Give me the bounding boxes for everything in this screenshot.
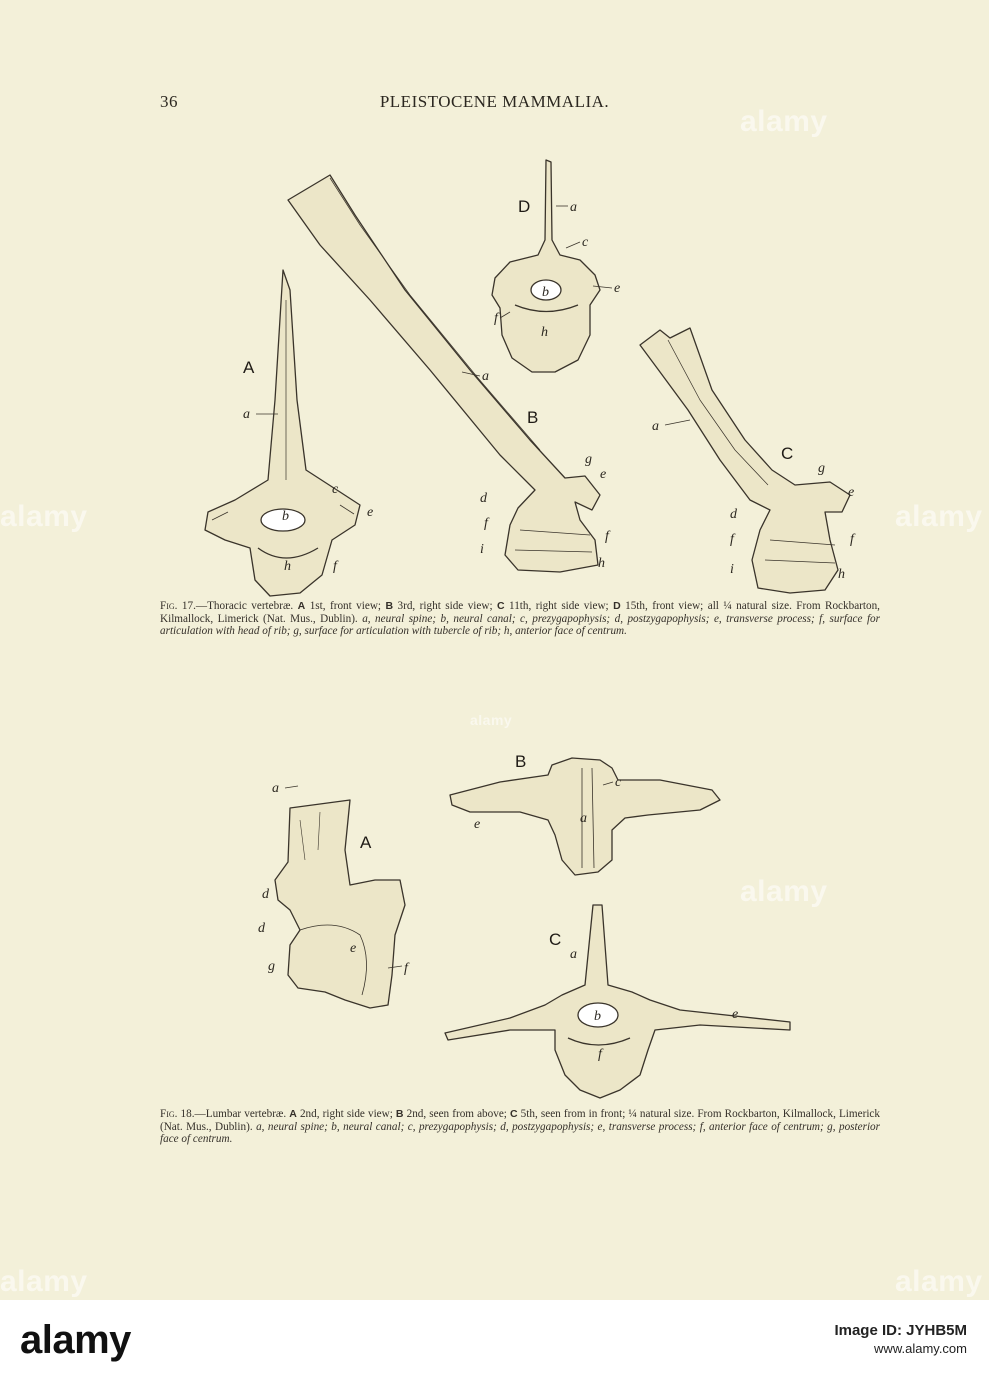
fig18-panel-c-label: C <box>549 930 562 949</box>
fig17-c-letter-e: e <box>848 485 855 500</box>
watermark: alamy <box>895 1265 983 1298</box>
fig18-c-letter-e: e <box>732 1007 739 1022</box>
watermark: alamy <box>0 500 88 533</box>
page-number: 36 <box>160 92 178 111</box>
fig17-d-letter-h: h <box>541 325 548 340</box>
fig17-a-letter-c: c <box>332 482 339 497</box>
fig17-desc-c: 11th, right side view; <box>504 600 614 612</box>
fig18-c-letter-b: b <box>594 1009 601 1024</box>
figure-17-caption <box>160 600 880 638</box>
fig18-vertebra-a-drawing <box>275 800 405 1008</box>
fig18-b-letter-c: c <box>615 775 622 790</box>
fig18-a-letter-d2: d <box>258 921 265 936</box>
fig18-key-a: A <box>289 1108 297 1120</box>
fig17-a-letter-e: e <box>367 505 374 520</box>
fig17-a-letter-h: h <box>284 559 291 574</box>
fig17-b-letter-a: a <box>482 369 489 384</box>
fig17-c-letter-f1: f <box>730 532 734 547</box>
watermark: alamy <box>740 105 828 138</box>
fig17-vertebra-d-drawing <box>492 160 600 372</box>
fig18-a-letter-a: a <box>272 781 279 796</box>
fig17-title: —Thoracic vertebræ. <box>195 600 294 612</box>
fig17-a-letter-f: f <box>333 559 337 574</box>
watermark-center: alamy <box>470 712 513 728</box>
fig18-a-letter-e: e <box>350 941 357 956</box>
fig17-c-letter-d: d <box>730 507 737 522</box>
fig18-c-letter-a: a <box>570 947 577 962</box>
watermark: alamy <box>740 875 828 908</box>
fig17-desc-d: 15th, front view; all ¼ natural size. From Rockbarton, Kilmallock, Limerick (Nat. Mus., Dublin). <box>160 600 880 625</box>
fig17-d-letter-f: f <box>494 311 498 326</box>
fig17-key-a: A <box>297 600 306 612</box>
fig17-c-letter-h: h <box>838 567 845 582</box>
fig18-vertebra-c-drawing <box>445 905 790 1098</box>
fig18-b-letter-e: e <box>474 817 481 832</box>
fig17-d-letter-e: e <box>614 281 621 296</box>
fig18-key-c: C <box>510 1108 518 1120</box>
fig17-b-letter-d: d <box>480 491 487 506</box>
fig17-b-letter-e: e <box>600 467 607 482</box>
fig18-desc-a: 2nd, right side view; <box>296 1108 396 1120</box>
fig18-a-letter-d: d <box>262 887 269 902</box>
fig17-vertebra-a-drawing <box>205 270 360 596</box>
fig18-c-letter-f: f <box>598 1047 602 1062</box>
fig17-c-letter-f2: f <box>850 532 854 547</box>
figure-18-caption <box>160 1108 880 1146</box>
fig17-b-letter-f2: f <box>605 529 609 544</box>
fig17-a-letter-a: a <box>243 407 250 422</box>
fig17-desc-a: 1st, front view; <box>305 600 386 612</box>
fig17-a-letter-b: b <box>282 509 289 524</box>
fig18-a-letter-g: g <box>268 959 275 974</box>
watermark: alamy <box>895 500 983 533</box>
fig18-title: —Lumbar vertebræ. <box>194 1108 287 1120</box>
fig17-d-letter-b: b <box>542 285 549 300</box>
fig17-desc-b: 3rd, right side view; <box>393 600 497 612</box>
footer-meta <box>834 1322 967 1358</box>
fig17-b-letter-g: g <box>585 452 592 467</box>
alamy-logo: alamy <box>20 1318 131 1362</box>
fig18-legend: a, neural spine; b, neural canal; c, prezygapophysis; d, postzygapophysis; e, transverse process; f, anterior face of centrum; g, posterior face of centrum. <box>160 1120 880 1146</box>
fig18-key-b: B <box>395 1108 404 1120</box>
fig17-c-letter-i: i <box>730 562 734 577</box>
fig18-panel-b-label: B <box>515 752 527 771</box>
fig17-c-letter-g: g <box>818 461 825 476</box>
fig17-b-letter-h: h <box>598 556 605 571</box>
fig17-legend: a, neural spine; b, neural canal; c, prezygapophysis; d, postzygapophysis; e, transverse process; f, surface for articulation with head of rib; g, surface for articulation with tubercle of rib; h, anterior face of centrum. <box>160 612 880 638</box>
fig17-b-letter-i: i <box>480 542 484 557</box>
fig18-desc-c: 5th, seen from in front; ¼ natural size. From Rockbarton, Kilmallock, Limerick (Nat. Mus., Dublin). <box>160 1108 880 1133</box>
fig17-d-letter-c: c <box>582 235 589 250</box>
running-title: PLEISTOCENE MAMMALIA. <box>379 92 610 111</box>
image-id: Image ID: JYHB5M <box>834 1322 967 1339</box>
footer-url: www.alamy.com <box>874 1341 967 1356</box>
fig18-a-letter-f: f <box>404 961 408 976</box>
fig18-desc-b: 2nd, seen from above; <box>403 1108 510 1120</box>
fig17-panel-c-label: C <box>781 444 794 463</box>
fig17-panel-d-label: D <box>518 197 531 216</box>
fig17-b-letter-f1: f <box>484 516 488 531</box>
fig17-d-letter-a: a <box>570 200 577 215</box>
watermark: alamy <box>0 1265 88 1298</box>
fig17-key-c: C <box>497 600 505 612</box>
fig17-c-letter-a: a <box>652 419 659 434</box>
fig18-panel-a-label: A <box>360 833 372 852</box>
fig17-key-b: B <box>385 600 394 612</box>
fig17-panel-b-label: B <box>527 408 539 427</box>
fig18-b-letter-a: a <box>580 811 587 826</box>
fig17-key-d: D <box>613 600 621 612</box>
fig18-number: Fig. 18. <box>160 1108 195 1120</box>
fig17-number: Fig. 17. <box>160 600 196 612</box>
fig17-panel-a-label: A <box>243 358 255 377</box>
